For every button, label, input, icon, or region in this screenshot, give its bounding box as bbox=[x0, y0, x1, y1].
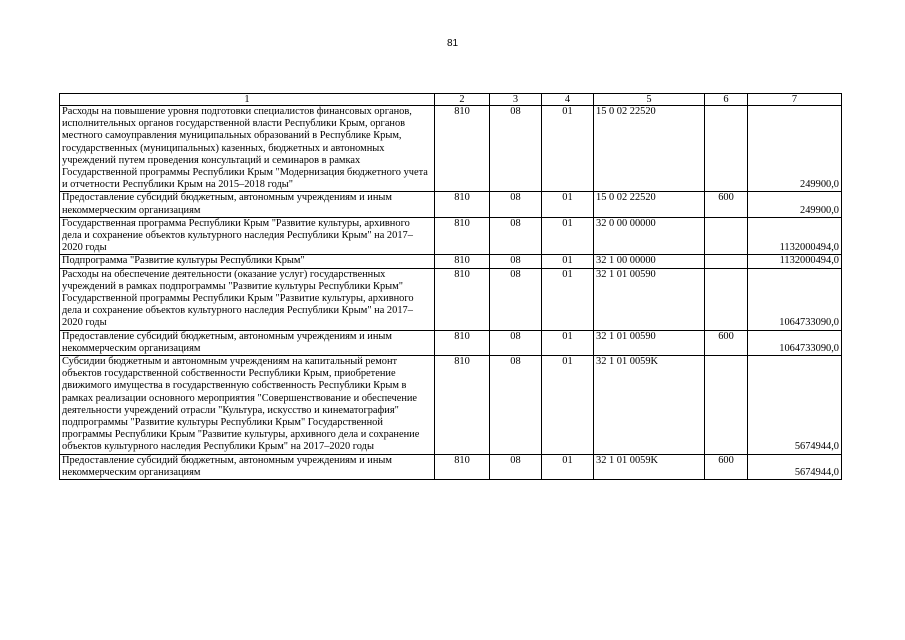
row-ministry-code: 810 bbox=[435, 454, 490, 479]
budget-table bbox=[59, 93, 842, 480]
row-description: Субсидии бюджетным и автономным учреждениям на капитальный ремонт объектов государственной собственности Республики Крым, приобретение движимого имущества в государственную собственность Республики Крым в рамках реализации основного мероприятия "Совершенствование и обеспечение деятельности учреждений отрасли "Культура, искусство и кинематография" подпрограммы "Развитие культуры Республики Крым" Государственной программы Республики Крым "Развитие культуры, архивного дела и сохранение объектов культурного наследия Республики Крым" на 2017–2020 годы bbox=[60, 356, 435, 455]
row-ministry-code: 810 bbox=[435, 268, 490, 330]
row-section-code: 08 bbox=[490, 192, 542, 217]
row-ministry-code: 810 bbox=[435, 330, 490, 355]
row-expense-type bbox=[705, 268, 748, 330]
row-subsection-code: 01 bbox=[542, 217, 594, 255]
row-section-code: 08 bbox=[490, 255, 542, 268]
row-target-code: 32 1 00 00000 bbox=[594, 255, 705, 268]
row-ministry-code: 810 bbox=[435, 217, 490, 255]
table-row bbox=[60, 192, 842, 217]
column-header: 3 bbox=[490, 94, 542, 106]
table-row bbox=[60, 330, 842, 355]
row-target-code: 15 0 02 22520 bbox=[594, 106, 705, 192]
row-subsection-code: 01 bbox=[542, 356, 594, 455]
row-expense-type: 600 bbox=[705, 454, 748, 479]
row-subsection-code: 01 bbox=[542, 454, 594, 479]
row-amount: 1064733090,0 bbox=[748, 268, 842, 330]
row-subsection-code: 01 bbox=[542, 255, 594, 268]
row-expense-type: 600 bbox=[705, 330, 748, 355]
row-section-code: 08 bbox=[490, 217, 542, 255]
row-description: Предоставление субсидий бюджетным, автономным учреждениям и иным некоммерческим организациям bbox=[60, 192, 435, 217]
row-ministry-code: 810 bbox=[435, 106, 490, 192]
row-expense-type bbox=[705, 217, 748, 255]
row-subsection-code: 01 bbox=[542, 192, 594, 217]
row-description: Подпрограмма "Развитие культуры Республики Крым" bbox=[60, 255, 435, 268]
row-ministry-code: 810 bbox=[435, 192, 490, 217]
row-section-code: 08 bbox=[490, 454, 542, 479]
row-target-code: 32 1 01 00590 bbox=[594, 330, 705, 355]
row-description: Предоставление субсидий бюджетным, автономным учреждениям и иным некоммерческим организациям bbox=[60, 330, 435, 355]
row-section-code: 08 bbox=[490, 106, 542, 192]
row-target-code: 32 1 01 0059K bbox=[594, 454, 705, 479]
table-row bbox=[60, 106, 842, 192]
table-row bbox=[60, 268, 842, 330]
row-target-code: 15 0 02 22520 bbox=[594, 192, 705, 217]
row-amount: 1064733090,0 bbox=[748, 330, 842, 355]
row-amount: 1132000494,0 bbox=[748, 217, 842, 255]
row-amount: 1132000494,0 bbox=[748, 255, 842, 268]
row-target-code: 32 0 00 00000 bbox=[594, 217, 705, 255]
row-ministry-code: 810 bbox=[435, 356, 490, 455]
row-amount: 249900,0 bbox=[748, 192, 842, 217]
page-number: 81 bbox=[446, 38, 459, 49]
row-section-code: 08 bbox=[490, 356, 542, 455]
row-target-code: 32 1 01 0059K bbox=[594, 356, 705, 455]
row-expense-type bbox=[705, 255, 748, 268]
table-row bbox=[60, 217, 842, 255]
row-amount: 5674944,0 bbox=[748, 356, 842, 455]
row-subsection-code: 01 bbox=[542, 106, 594, 192]
row-description: Расходы на обеспечение деятельности (оказание услуг) государственных учреждений в рамках подпрограммы "Развитие культуры Республики Крым" Государственной программы Республики Крым "Развитие культуры, архивного дела и сохранение объектов культурного наследия Республики Крым" на 2017–2020 годы bbox=[60, 268, 435, 330]
table-row bbox=[60, 255, 842, 268]
column-header: 2 bbox=[435, 94, 490, 106]
row-subsection-code: 01 bbox=[542, 330, 594, 355]
row-target-code: 32 1 01 00590 bbox=[594, 268, 705, 330]
table-row bbox=[60, 356, 842, 455]
row-section-code: 08 bbox=[490, 330, 542, 355]
row-subsection-code: 01 bbox=[542, 268, 594, 330]
row-description: Государственная программа Республики Крым "Развитие культуры, архивного дела и сохранение объектов культурного наследия Республики Крым" на 2017–2020 годы bbox=[60, 217, 435, 255]
row-section-code: 08 bbox=[490, 268, 542, 330]
table-header-row bbox=[60, 94, 842, 106]
row-amount: 5674944,0 bbox=[748, 454, 842, 479]
row-expense-type bbox=[705, 106, 748, 192]
column-header: 7 bbox=[748, 94, 842, 106]
table-row bbox=[60, 454, 842, 479]
row-description: Расходы на повышение уровня подготовки специалистов финансовых органов, исполнительных органов государственной власти Республики Крым, органов местного самоуправления муниципальных образований в Республике Крым, государственных (муниципальных) казенных, бюджетных и автономных учреждений путем проведения консультаций и семинаров в рамках Государственной программы Республики Крым "Модернизация бюджетного учета и отчетности Республики Крым на 2015–2018 годы" bbox=[60, 106, 435, 192]
column-header: 5 bbox=[594, 94, 705, 106]
row-description: Предоставление субсидий бюджетным, автономным учреждениям и иным некоммерческим организациям bbox=[60, 454, 435, 479]
column-header: 4 bbox=[542, 94, 594, 106]
row-ministry-code: 810 bbox=[435, 255, 490, 268]
row-amount: 249900,0 bbox=[748, 106, 842, 192]
column-header: 1 bbox=[60, 94, 435, 106]
row-expense-type: 600 bbox=[705, 192, 748, 217]
row-expense-type bbox=[705, 356, 748, 455]
column-header: 6 bbox=[705, 94, 748, 106]
